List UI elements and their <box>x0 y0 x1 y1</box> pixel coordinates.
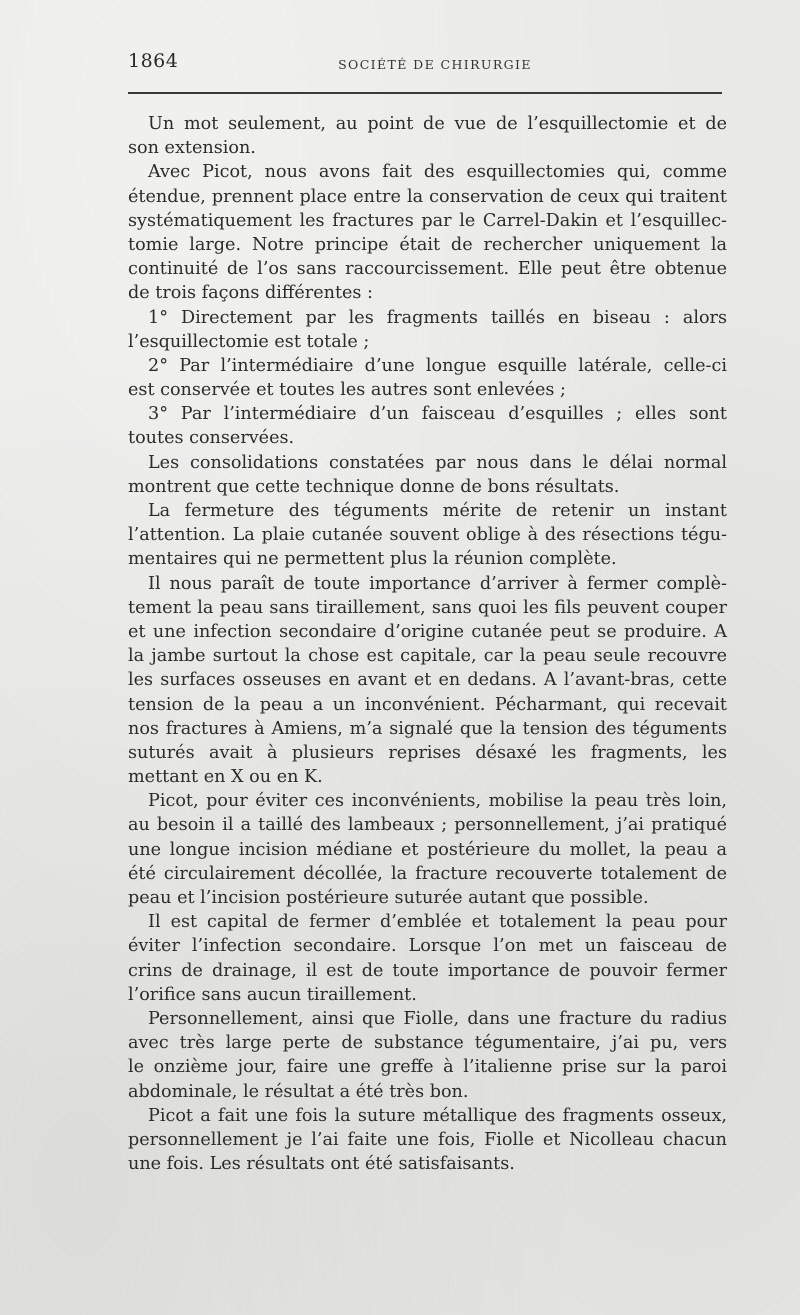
header-rule <box>128 92 722 94</box>
text-line: le onzième jour, faire une greffe à l’italienne prise sur la paroi <box>128 1057 727 1078</box>
running-head: SOCIÉTÉ DE CHIRURGIE <box>338 57 532 72</box>
text-line: Il nous paraît de toute importance d’arriver à fermer complè- <box>148 573 727 594</box>
text-line: Personnellement, ainsi que Fiolle, dans une fracture du radius <box>148 1008 727 1029</box>
text-line: et une infection secondaire d’origine cutanée peut se produire. A <box>128 621 727 642</box>
text-line: crins de drainage, il est de toute importance de pouvoir fermer <box>128 960 727 981</box>
text-line: étendue, prennent place entre la conservation de ceux qui traitent <box>128 186 727 207</box>
text-line: toutes conservées. <box>128 428 295 449</box>
text-line: La fermeture des téguments mérite de retenir un instant <box>148 501 727 521</box>
text-line: tomie large. Notre principe était de rechercher uniquement la <box>128 234 727 255</box>
text-line: mettant en X ou en K. <box>128 767 323 788</box>
text-line: au besoin il a taillé des lambeaux ; personnellement, j’ai pratiqué <box>128 815 727 836</box>
text-line: personnellement je l’ai faite une fois, Fiolle et Nicolleau chacun <box>128 1129 727 1150</box>
text-line: montrent que cette technique donne de bons résultats. <box>128 476 620 497</box>
text-line: 3° Par l’intermédiaire d’un faisceau d’esquilles ; elles sont <box>148 404 727 425</box>
text-line: tement la peau sans tiraillement, sans quoi les fils peuvent couper <box>128 597 727 618</box>
text-line: mentaires qui ne permettent plus la réunion complète. <box>128 549 617 570</box>
text-line: est conservée et toutes les autres sont enlevées ; <box>128 380 566 401</box>
text-line: son extension. <box>128 138 256 159</box>
text-line: Picot, pour éviter ces inconvénients, mobilise la peau très loin, <box>148 791 727 812</box>
text-line: Il est capital de fermer d’emblée et totalement la peau pour <box>148 912 727 933</box>
text-line: nos fractures à Amiens, m’a signalé que la tension des téguments <box>128 718 727 739</box>
text-line: 1° Directement par les fragments taillés en biseau : alors <box>148 307 727 328</box>
text-line: été circulairement décollée, la fracture recouverte totalement de <box>128 863 727 884</box>
text-line: suturés avait à plusieurs reprises désaxé les fragments, les <box>128 742 727 763</box>
text-line: une longue incision médiane et postérieure du mollet, la peau a <box>128 839 727 860</box>
text-line: Les consolidations constatées par nous dans le délai normal <box>148 452 727 473</box>
text-line: l’attention. La plaie cutanée souvent oblige à des résections tégu- <box>128 525 727 546</box>
text-line: Avec Picot, nous avons fait des esquillectomies qui, comme <box>148 162 727 183</box>
text-line: peau et l’incision postérieure suturée autant que possible. <box>128 888 649 908</box>
text-line: systématiquement les fractures par le Carrel-Dakin et l’esquillec- <box>128 210 727 231</box>
text-line: Picot a fait une fois la suture métallique des fragments osseux, <box>148 1105 727 1126</box>
text-line: éviter l’infection secondaire. Lorsque l’on met un faisceau de <box>128 936 727 957</box>
text-line: la jambe surtout la chose est capitale, car la peau seule recouvre <box>128 646 727 667</box>
text-line: abdominale, le résultat a été très bon. <box>128 1081 469 1102</box>
text-line: continuité de l’os sans raccourcissement. Elle peut être obtenue <box>128 259 727 280</box>
body-text <box>128 112 727 1176</box>
page-header <box>128 48 722 78</box>
text-line: 2° Par l’intermédiaire d’une longue esquille latérale, celle-ci <box>148 355 727 376</box>
page-number: 1864 <box>128 50 179 72</box>
text-line: une fois. Les résultats ont été satisfaisants. <box>128 1154 515 1175</box>
text-line: avec très large perte de substance tégumentaire, j’ai pu, vers <box>128 1033 727 1054</box>
text-line: tension de la peau a un inconvénient. Pécharmant, qui recevait <box>128 694 727 715</box>
text-line: de trois façons différentes : <box>128 283 373 304</box>
text-line: l’orifice sans aucun tiraillement. <box>128 984 417 1005</box>
text-line: Un mot seulement, au point de vue de l’esquillectomie et de <box>148 114 727 134</box>
text-line: l’esquillectomie est totale ; <box>128 331 370 352</box>
text-line: les surfaces osseuses en avant et en dedans. A l’avant-bras, cette <box>128 670 727 691</box>
